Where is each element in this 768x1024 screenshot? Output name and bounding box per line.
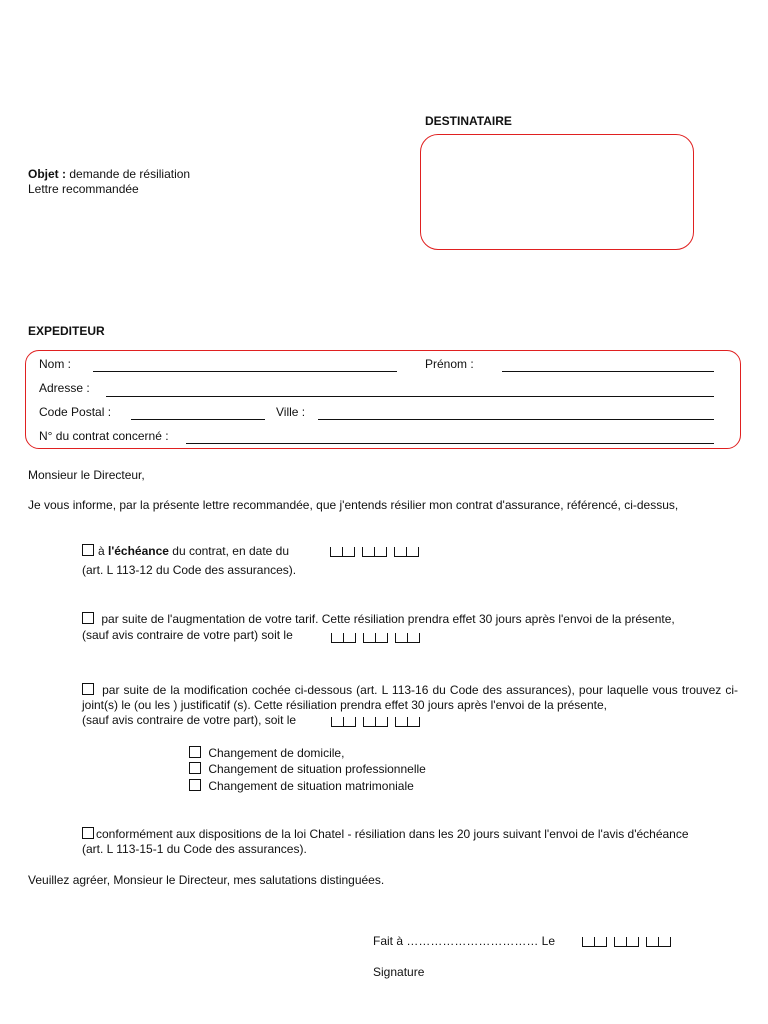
- signature-label: Signature: [373, 965, 425, 979]
- objet-line: [28, 167, 190, 181]
- sub-option-domicile: [189, 746, 344, 760]
- code-postal-field[interactable]: [131, 419, 265, 420]
- modification-date-field[interactable]: [331, 716, 420, 727]
- closing-text: Veuillez agréer, Monsieur le Directeur, mes salutations distinguées.: [28, 873, 385, 887]
- expediteur-heading: EXPEDITEUR: [28, 324, 105, 338]
- domicile-checkbox[interactable]: [189, 746, 201, 758]
- professionnelle-checkbox[interactable]: [189, 762, 201, 774]
- echeance-rest: du contrat, en date du: [172, 544, 290, 558]
- echeance-checkbox[interactable]: [82, 544, 94, 556]
- matrimoniale-checkbox[interactable]: [189, 779, 201, 791]
- matrimoniale-label: Changement de situation matrimoniale: [208, 779, 414, 793]
- chatel-text: conformément aux dispositions de la loi Chatel - résiliation dans les 20 jours suivant l'envoi de l'avis d'échéance: [96, 827, 689, 841]
- fait-a-label: Fait à …………………………… Le: [373, 934, 556, 948]
- echeance-pre: à: [98, 544, 105, 558]
- ville-field[interactable]: [318, 419, 714, 420]
- echeance-bold: l'échéance: [108, 544, 169, 558]
- destinataire-heading: DESTINATAIRE: [425, 114, 512, 128]
- option-echeance: [82, 544, 289, 558]
- option-chatel: [82, 827, 738, 841]
- professionnelle-label: Changement de situation professionnelle: [208, 762, 426, 776]
- echeance-article: (art. L 113-12 du Code des assurances).: [82, 563, 297, 577]
- adresse-field[interactable]: [106, 396, 714, 397]
- chatel-article: (art. L 113-15-1 du Code des assurances).: [82, 842, 307, 856]
- tarif-text: par suite de l'augmentation de votre tarif. Cette résiliation prendra effet 30 jours après l'envoi de la présente,: [101, 612, 675, 626]
- echeance-date-field[interactable]: [330, 546, 419, 557]
- tarif-line2: (sauf avis contraire de votre part) soit le: [82, 628, 293, 642]
- fait-date-field[interactable]: [582, 936, 671, 947]
- tarif-checkbox[interactable]: [82, 612, 94, 624]
- adresse-label: Adresse :: [39, 381, 90, 395]
- nom-label: Nom :: [39, 357, 72, 371]
- nom-field[interactable]: [93, 371, 397, 372]
- modification-line3: (sauf avis contraire de votre part), soit le: [82, 713, 297, 727]
- code-postal-label: Code Postal :: [39, 405, 112, 419]
- objet-label: Objet :: [28, 167, 66, 181]
- tarif-date-field[interactable]: [331, 632, 420, 643]
- salutation: Monsieur le Directeur,: [28, 468, 145, 482]
- domicile-label: Changement de domicile,: [208, 746, 345, 760]
- chatel-checkbox[interactable]: [82, 827, 94, 839]
- contrat-label: N° du contrat concerné :: [39, 429, 169, 443]
- modification-checkbox[interactable]: [82, 683, 94, 695]
- sub-option-matrimoniale: [189, 779, 414, 793]
- contrat-field[interactable]: [186, 443, 714, 444]
- prenom-field[interactable]: [502, 371, 714, 372]
- ville-label: Ville :: [276, 405, 306, 419]
- objet-line2: Lettre recommandée: [28, 182, 139, 196]
- destinataire-address-box[interactable]: [420, 134, 694, 250]
- modification-text: par suite de la modification cochée ci-dessous (art. L 113-16 du Code des assurances), pour laquelle vous trouvez ci-joint(s) le (ou les ) justificatif (s). Cette résiliation prendra effet 30 jours après l'envoi de la présente,: [82, 683, 738, 712]
- option-modification: [82, 683, 738, 713]
- objet-value: demande de résiliation: [69, 167, 191, 181]
- option-tarif: [82, 612, 738, 626]
- sub-option-professionnelle: [189, 762, 426, 776]
- prenom-label: Prénom :: [425, 357, 474, 371]
- intro-text: Je vous informe, par la présente lettre recommandée, que j'entends résilier mon contrat d'assurance, référencé, ci-dessus,: [28, 498, 679, 512]
